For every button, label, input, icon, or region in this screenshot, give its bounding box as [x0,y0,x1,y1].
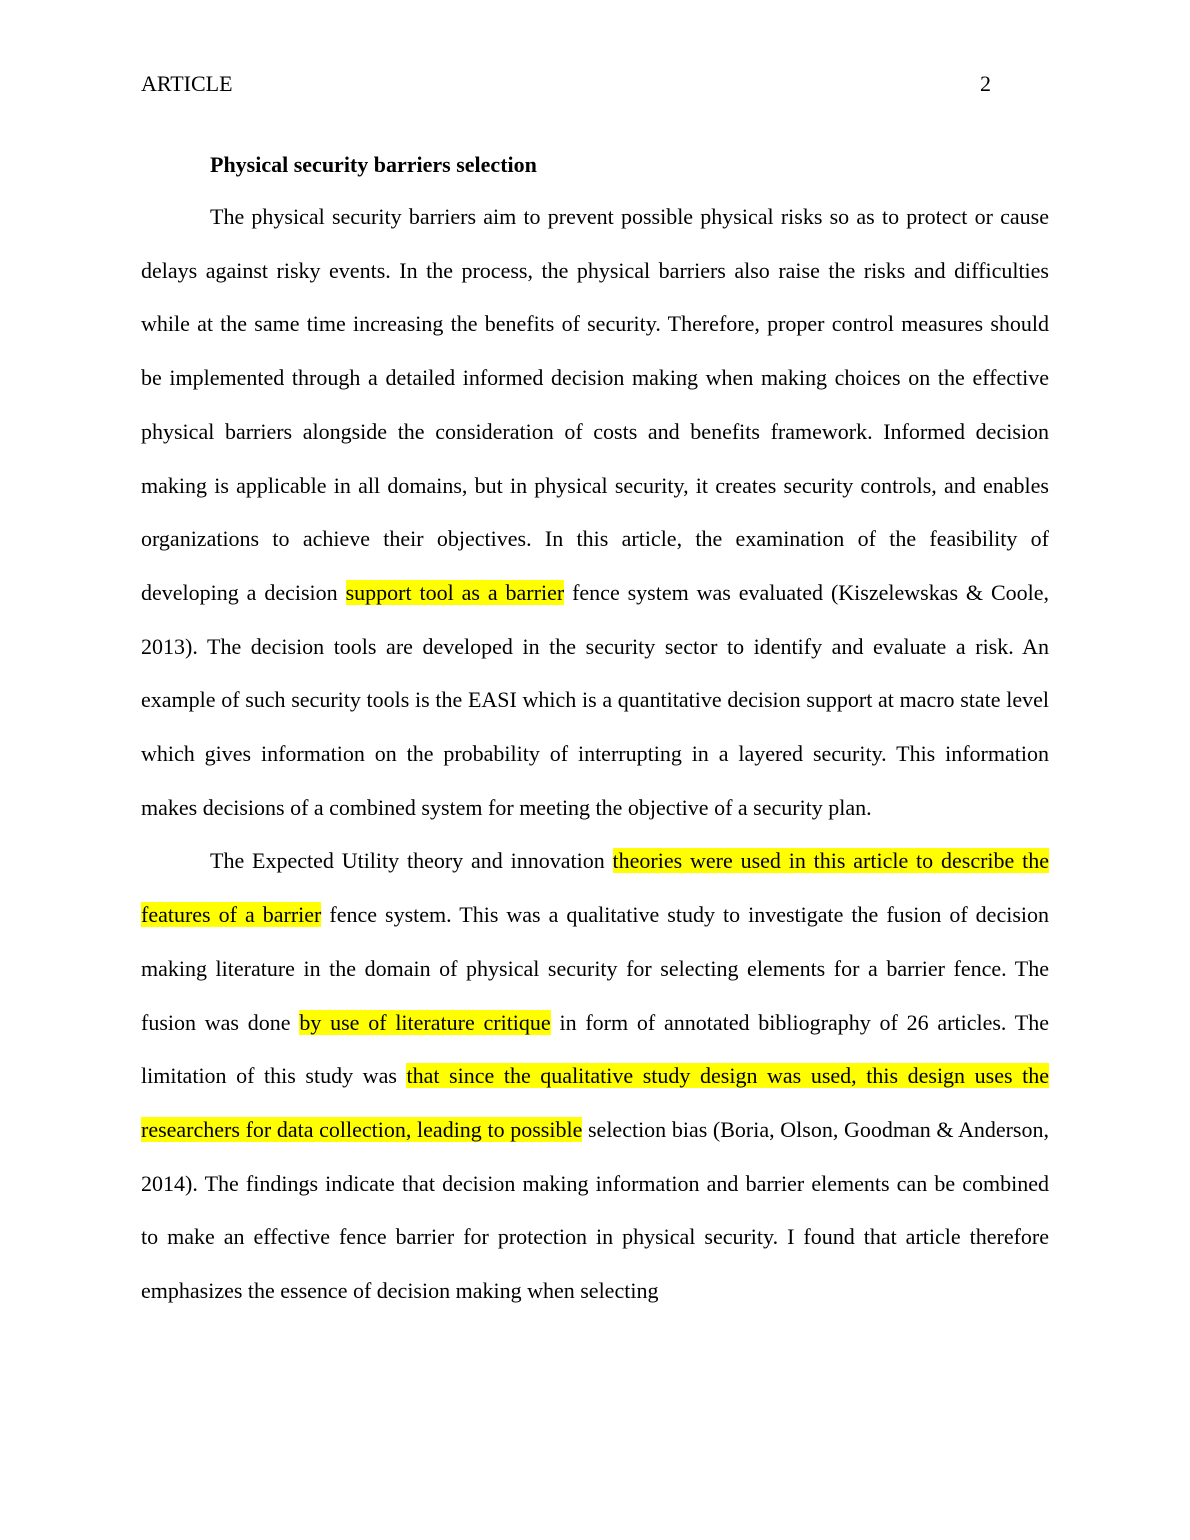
highlighted-text: support tool as a barrier [345,579,565,605]
text-run: The Expected Utility theory and innovation [210,848,613,874]
text-run: fence system. This was a qualitative study to investigate the fusion of decision making literature in the domain of physical security for selecting elements for a barrier fence. The fusion was done [141,902,1049,1035]
body-text [141,190,1049,1318]
paragraph-2 [141,834,1049,1317]
running-head: ARTICLE [141,71,233,96]
text-run: selection bias (Boria, Olson, Goodman & Anderson, 2014). The findings indicate that decision making information and barrier elements can be combined to make an effective fence barrier for protection in physical security. I found that article therefore emphasizes the essence of decision making when selecting [141,1116,1049,1304]
section-heading: Physical security barriers selection [210,152,537,177]
text-run: fence system was evaluated (Kiszelewskas & Coole, 2013). The decision tools are developed in the security sector to identify and evaluate a risk. An example of such security tools is the EASI which is a quantitative decision support at macro state level which gives information on the probability of interrupting in a layered security. This information makes decisions of a combined system for meeting the objective of a security plan. [141,579,1050,820]
text-run: in form of annotated bibliography of 26 articles. The limitation of this study was [141,1009,1049,1089]
highlighted-text: theories were used in this article to describe the features of a barrier [141,848,1049,928]
highlighted-text: that since the qualitative study design was used, this design uses the researchers for data collection, leading to possible [141,1063,1049,1142]
text-run: The physical security barriers aim to prevent possible physical risks so as to protect or cause delays against risky events. In the process, the physical barriers also raise the risks and difficulties while at the same time increasing the benefits of security. Therefore, proper control measures should be implemented through a detailed informed decision making when making choices on the effective physical barriers alongside the consideration of costs and benefits framework. Informed decision making is applicable in all domains, but in physical security, it creates security controls, and enables organizations to achieve their objectives. In this article, the examination of the feasibility of developing a decision [141,204,1049,605]
highlighted-text: by use of literature critique [299,1009,551,1035]
page-number: 2 [980,71,991,96]
paragraph-1 [141,190,1049,834]
